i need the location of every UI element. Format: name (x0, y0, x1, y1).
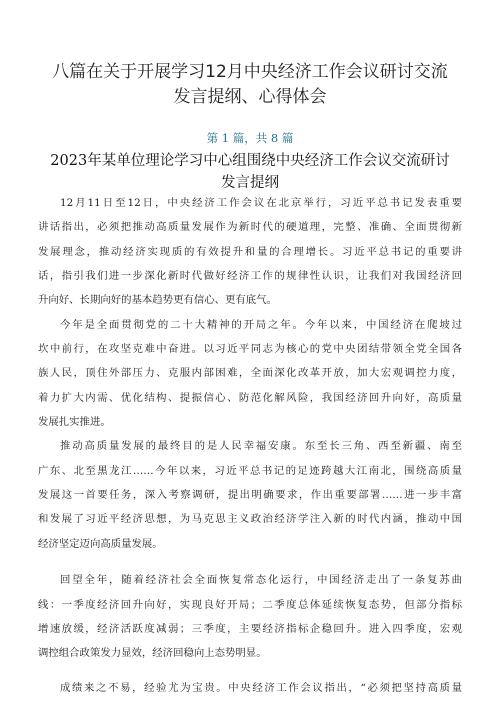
body-line: 调控组合政策发力显效，经济回稳向上态势明显。 (38, 647, 267, 659)
body-line: 族人民，顶住外部压力、克服内部困难，全面深化改革开放，加大宏观调控力度， (38, 367, 462, 379)
section-title-line: 发言提纲 (221, 175, 279, 191)
body-line: 发展这一首要任务，深入考察调研，提出明确要求，作出重要部署……进一步丰富 (38, 489, 462, 501)
body-line: 经济坚定迈向高质量发展。 (38, 538, 163, 550)
body-line: 讲话指出，必须把推动高质量发展作为新时代的硬道理，完整、准确、全面贯彻新 (38, 221, 462, 233)
body-line: 广东、北至黑龙江……今年以来，习近平总书记的足迹跨越大江南北，围绕高质量 (38, 465, 462, 477)
body-line: 回望全年，随着经济社会全面恢复常态化运行，中国经济走出了一条复苏曲 (60, 574, 462, 586)
body-line: 话，指引我们进一步深化新时代做好经济工作的规律性认识，让我们对我国经济回 (38, 270, 462, 282)
body-line: 发展理念，推动经济实现质的有效提升和量的合理增长。习近平总书记的重要讲 (38, 246, 462, 258)
body-line: 增速放缓，经济活跃度减弱；三季度，主要经济指标企稳回升。进入四季度，宏观 (38, 623, 462, 635)
body-line: 坎中前行，在攻坚克难中奋进。以习近平同志为核心的党中央团结带领全党全国各 (38, 343, 462, 355)
body-line: 发展扎实推进。 (38, 416, 111, 428)
section-title-line: 2023年某单位理论学习中心组围绕中央经济工作会议交流研讨 (50, 153, 450, 169)
body-line: 12月11日至12日，中央经济工作会议在北京举行，习近平总书记发表重要 (60, 197, 462, 209)
body-line: 推动高质量发展的最终目的是人民幸福安康。东至长三角、西至新疆、南至 (60, 440, 462, 452)
body-line: 线：一季度经济回升向好，实现良好开局；二季度总体延续恢复态势，但部分指标 (38, 599, 462, 611)
body-line: 着力扩大内需、优化结构、提振信心、防范化解风险，我国经济回升向好，高质量 (38, 392, 462, 404)
document-title-line: 八篇在关于开展学习12月中央经济工作会议研讨交流 (52, 62, 448, 82)
body-line: 升向好、长期向好的基本趋势更有信心、更有底气。 (38, 294, 277, 306)
body-line: 今年是全面贯彻党的二十大精神的开局之年。今年以来，中国经济在爬坡过 (60, 319, 462, 331)
body-line: 和发展了习近平经济思想，为马克思主义政治经济学注入新的时代内涵，推动中国 (38, 513, 462, 525)
part-indicator: 第 1 篇，共 8 篇 (206, 131, 294, 145)
body-line: 成绩来之不易，经验尤为宝贵。中央经济工作会议指出，“必须把坚持高质量 (60, 682, 462, 694)
document-title-line: 发言提纲、心得体会 (173, 87, 327, 107)
